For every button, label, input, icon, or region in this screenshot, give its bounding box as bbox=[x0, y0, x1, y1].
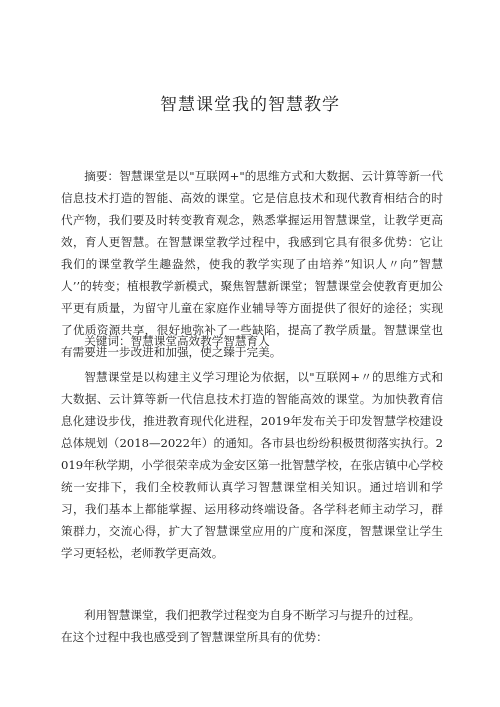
body-paragraph: 智慧课堂是以构建主义学习理论为依据，以"互联网+〃的思维方式和大数据、云计算等新一代信息技术打造的智能高效的课堂。为加快教育信息化建设步伐，推进教育现代化进程，2019年发布关于印发智慧学校建设总体规划（2018—2022年）的通知。各市县也纷纷积极贯彻落实执行。2019年秋学期，小学很荣幸成为金安区第一批智慧学校，在张店镇中心学校统一安排下，我们全校教师认真学习智慧课堂相关知识。通过培训和学习，我们基本上都能掌握、运用移动终端设备。各学科老师主动学习，群策群力，交流心得，扩大了智慧课堂应用的广度和深度，智慧课堂让学生学习更轻松，老师教学更高效。 bbox=[61, 370, 443, 560]
main-body-block bbox=[61, 366, 443, 564]
abstract-paragraph: 摘要：智慧课堂是以"互联网+"的思维方式和大数据、云计算等新一代信息技术打造的智能、高效的课堂。它是信息技术和现代教育相结合的时代产物，我们要及时转变教育观念，熟悉掌握运用智慧课堂，让教学更高效，育人更智慧。在智慧课堂教学过程中，我感到它具有很多优势：它让我们的课堂教学生趣盎然，使我的教学实现了由培养”知识人〃向”智慧人’’的转变；植根教学新模式，聚焦智慧新课堂；智慧课堂会使教育更加公平更有质量，为留守儿童在家庭作业辅导等方面提供了很好的途径；实现了优质资源共享，很好地弥补了一些缺陷，提高了教学质量。智慧课堂也有需要进一步改进和加强，使之臻于完美。 bbox=[61, 169, 443, 359]
keywords-block bbox=[61, 330, 443, 352]
body-line-learning-process: 利用智慧课堂，我们把教学过程变为自身不断学习与提升的过程。 bbox=[84, 608, 421, 622]
keywords-line: 关键词：智慧课堂高效教学智慧育人 bbox=[84, 334, 270, 348]
body-line-advantages-intro: 在这个过程中我也感受到了智慧课堂所具有的优势： bbox=[61, 630, 328, 644]
document-title: 智慧课堂我的智慧教学 bbox=[160, 95, 340, 115]
